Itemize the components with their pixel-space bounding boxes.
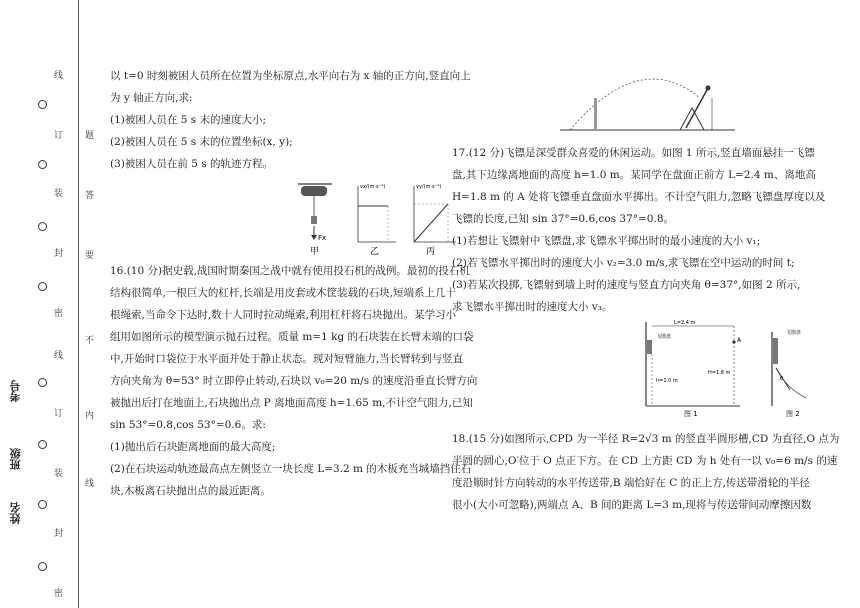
text-line: (1)抛出后石块距离地面的最大高度; <box>110 441 276 453</box>
question-16 <box>110 260 477 502</box>
text-line: 块,木板离石块抛出点的最近距离。 <box>110 485 271 497</box>
seal-circle <box>38 500 47 509</box>
seal-char: 线 <box>52 70 62 79</box>
graph-vx <box>358 186 396 242</box>
fig17-H-label: H=1.8 m <box>708 370 731 376</box>
warn-char: 线 <box>83 478 93 487</box>
fig17-board-label-2: 飞镖盘 <box>786 330 802 336</box>
seal-char: 封 <box>52 528 62 537</box>
warn-char: 答 <box>83 190 93 199</box>
warn-char: 内 <box>83 410 93 419</box>
vy-axis-label: vy/(m·s⁻¹) <box>416 184 442 190</box>
text-line: 很小(大小可忽略),两端点 A、B 间的距离 L=3 m,现将与传送带间动摩擦因数 <box>452 499 812 511</box>
fig17-theta: θ <box>780 376 784 382</box>
text-line: (3)被困人员在前 5 s 的轨迹方程。 <box>110 158 273 170</box>
seal-char: 线 <box>52 350 62 359</box>
fig17-A-label: A <box>737 337 742 344</box>
seal-char: 密 <box>52 308 62 317</box>
text-line: 被抛出后打在地面上,石块抛出点 P 离地面高度 h=1.65 m,不计空气阻力,已知 <box>110 397 473 409</box>
seal-circle <box>38 440 47 449</box>
text-line: 组用如图所示的模型演示抛石过程。质量 m=1 kg 的石块装在长臂末端的口袋 <box>110 331 474 343</box>
text-line: (1)被困人员在 5 s 末的速度大小; <box>110 114 266 126</box>
text-line: 17.(12 分)飞镖是深受群众喜爱的休闲运动。如图 1 所示,竖直墙面悬挂一飞镖 <box>452 147 815 159</box>
seal-char: 封 <box>52 248 62 257</box>
seal-char: 装 <box>52 468 62 477</box>
question-18 <box>452 428 839 516</box>
seal-char: 订 <box>52 130 62 139</box>
fig17-board-label: 飞镖盘 <box>656 334 672 340</box>
text-line: 结构很简单,一根巨大的杠杆,长端是用皮套或木筐装载的石块,短端系上几十 <box>110 287 457 299</box>
seal-circle <box>38 222 47 231</box>
question-15-tail <box>110 65 471 175</box>
graph-vy <box>414 186 456 242</box>
text-line: (2)被困人员在 5 s 末的位置坐标(x, y); <box>110 136 293 148</box>
text-line: 根绳索,当命令下达时,数十人同时拉动绳索,利用杠杆将石块抛出。某学习小 <box>110 309 457 321</box>
question-17 <box>452 142 825 318</box>
text-line: 飞镖的长度,已知 sin 37°=0.6,cos 37°=0.8。 <box>452 213 675 225</box>
fig17-h-label: h=1.0 m <box>656 378 678 384</box>
text-line: 度沿顺时针方向转动的水平传送带,B 端恰好在 C 的正上方,传送带滑轮的半径 <box>452 477 810 489</box>
warn-char: 题 <box>83 130 93 139</box>
binding-margin <box>0 0 98 608</box>
seal-circle <box>38 282 47 291</box>
text-line: (3)若某次投掷,飞镖射到墙上时的速度与竖直方向夹角 θ=37°,如图 2 所示, <box>452 279 801 291</box>
seal-circle <box>38 562 47 571</box>
text-line: 方向夹角为 θ=53° 时立即停止转动,石块以 v₀=20 m/s 的速度沿垂直长臂方向 <box>110 375 478 387</box>
text-line: 盘,其下边缘离地面的高度 h=1.0 m。某同学在盘面正前方 L=2.4 m、离地高 <box>452 169 816 181</box>
seal-circle <box>38 160 47 169</box>
seal-char: 密 <box>52 588 62 597</box>
text-line: 中,开始时口袋位于水平面并处于静止状态。现对短臂施力,当长臂转到与竖直 <box>110 353 464 365</box>
fig17-cap2: 图 2 <box>786 410 800 418</box>
banji-label: 班级 <box>9 448 22 470</box>
xingming-label: 姓名 <box>9 502 22 524</box>
warn-char: 不 <box>83 335 93 344</box>
text-line: (2)在石块运动轨迹最高点左侧竖立一块长度 L=3.2 m 的木板充当城墙挡住石 <box>110 463 472 475</box>
text-line: 求飞镖水平掷出时的速度大小 v₃。 <box>452 301 613 313</box>
dartboard-1 <box>647 340 652 354</box>
seal-circle <box>38 100 47 109</box>
seal-char: 装 <box>52 188 62 197</box>
text-line: (1)若想让飞镖射中飞镖盘,求飞镖水平掷出时的最小速度的大小 v₁; <box>452 235 761 247</box>
binding-line <box>78 0 79 608</box>
warn-char: 要 <box>83 250 93 259</box>
figure-17 <box>640 318 810 422</box>
text-line: 16.(10 分)据史载,战国时期秦国之战中就有使用投石机的战例。最初的投石机 <box>110 265 470 277</box>
figure-15 <box>296 180 476 262</box>
text-line: sin 53°=0.8,cos 53°=0.6。求: <box>110 419 266 431</box>
fig17-cap1: 图 1 <box>684 410 698 418</box>
fx-label: Fx <box>318 234 327 242</box>
text-line: (2)若飞镖水平掷出时的速度大小 v₂=3.0 m/s,求飞镖在空中运动的时间 t; <box>452 257 795 269</box>
text-line: 半圆的圆心,O′位于 O 点正下方。在 CD 上方距 CD 为 h 处有一以 v₀=6 m/s 的速 <box>452 455 838 467</box>
text-line: 18.(15 分)如图所示,CPD 为一半径 R=2√3 m 的竖直半圆形槽,CD 为直径,O 点为 <box>452 433 840 445</box>
fig17-L-label: L=2.4 m <box>674 320 696 326</box>
label-bing: 丙 <box>426 247 436 257</box>
dartboard-2 <box>773 338 778 364</box>
seal-circle <box>38 378 47 387</box>
label-yi: 乙 <box>370 247 380 257</box>
kaohao-label: 考号 <box>9 380 22 402</box>
label-jia: 甲 <box>310 247 320 257</box>
text-line: 以 t=0 时刻被困人员所在位置为坐标原点,水平向右为 x 轴的正方向,竖直向上 <box>110 70 471 82</box>
text-line: 为 y 轴正方向,求: <box>110 92 193 104</box>
text-line: H=1.8 m 的 A 处将飞镖垂直盘面水平掷出。不计空气阻力,忽略飞镖盘厚度以及 <box>452 191 826 203</box>
vx-axis-label: vx/(m·s⁻¹) <box>360 184 386 190</box>
seal-char: 订 <box>52 408 62 417</box>
figure-16-trebuchet <box>560 58 740 142</box>
helicopter-icon <box>298 184 332 240</box>
